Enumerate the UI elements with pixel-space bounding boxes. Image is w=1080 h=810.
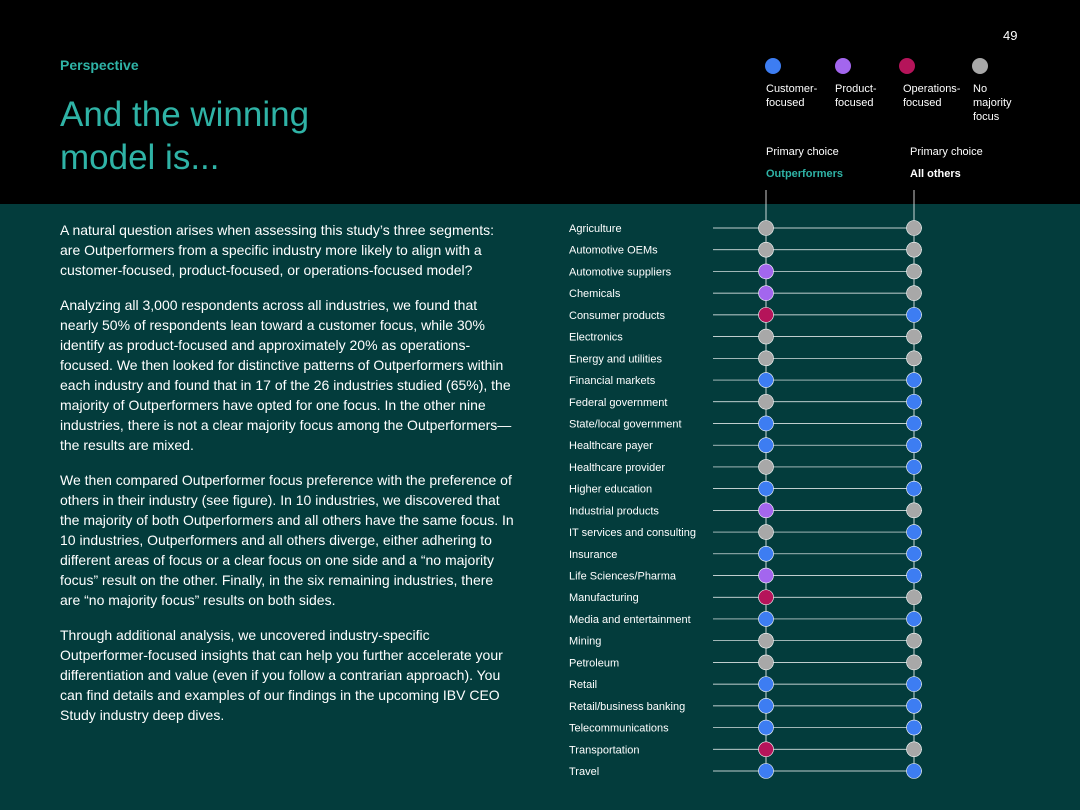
dot-outperformers-industrial-products <box>759 503 774 518</box>
dot-all-others-consumer-products <box>907 307 922 322</box>
row-label-retail-business-banking: Retail/business banking <box>569 700 686 713</box>
row-label-financial-markets: Financial markets <box>569 375 656 388</box>
dot-all-others-agriculture <box>907 221 922 236</box>
dot-outperformers-electronics <box>759 329 774 344</box>
dot-outperformers-energy-and-utilities <box>759 351 774 366</box>
dot-all-others-federal-government <box>907 394 922 409</box>
section-label: Perspective <box>60 57 139 73</box>
row-label-higher-education: Higher education <box>569 483 653 496</box>
dot-outperformers-manufacturing <box>759 590 774 605</box>
dot-all-others-financial-markets <box>907 373 922 388</box>
column-caption-outperformers: Primary choice <box>766 146 839 158</box>
row-label-travel: Travel <box>569 766 600 778</box>
row-label-agriculture: Agriculture <box>569 223 622 235</box>
legend-label-product: Product- focused <box>835 83 877 109</box>
row-label-electronics: Electronics <box>569 331 623 344</box>
row-label-federal-government: Federal government <box>569 396 668 409</box>
dot-all-others-retail <box>907 677 922 692</box>
column-heading-all-others: All others <box>910 168 961 180</box>
dot-outperformers-healthcare-provider <box>759 459 774 474</box>
dot-all-others-manufacturing <box>907 590 922 605</box>
dot-all-others-electronics <box>907 329 922 344</box>
column-heading-outperformers: Outperformers <box>766 168 844 180</box>
dot-outperformers-life-sciences-pharma <box>759 568 774 583</box>
row-label-healthcare-provider: Healthcare provider <box>569 461 665 474</box>
dot-outperformers-it-services-and-consulting <box>759 525 774 540</box>
dot-outperformers-agriculture <box>759 221 774 236</box>
dot-all-others-industrial-products <box>907 503 922 518</box>
dot-all-others-automotive-oems <box>907 242 922 257</box>
row-label-insurance: Insurance <box>569 548 618 561</box>
row-label-healthcare-payer: Healthcare payer <box>569 440 653 453</box>
legend-label-customer: Customer- focused <box>766 83 818 109</box>
row-label-automotive-suppliers: Automotive suppliers <box>569 266 672 279</box>
body-paragraph-4: Through additional analysis, we uncovered industry-specific Outperformer-focused insights that can help you further accelerate your differentiation and value (even if you follow a contrarian approach). You can find details and examples of our findings in the upcoming IBV CEO Study industry deep dives. <box>60 627 503 723</box>
dot-outperformers-federal-government <box>759 394 774 409</box>
dot-outperformers-consumer-products <box>759 307 774 322</box>
row-label-telecommunications: Telecommunications <box>569 722 669 735</box>
dot-outperformers-petroleum <box>759 655 774 670</box>
dot-all-others-chemicals <box>907 286 922 301</box>
dot-all-others-travel <box>907 764 922 779</box>
dot-all-others-life-sciences-pharma <box>907 568 922 583</box>
column-caption-all-others: Primary choice <box>910 146 983 158</box>
dot-outperformers-insurance <box>759 546 774 561</box>
dot-all-others-healthcare-provider <box>907 459 922 474</box>
row-label-chemicals: Chemicals <box>569 288 621 301</box>
row-label-mining: Mining <box>569 635 602 648</box>
dot-all-others-petroleum <box>907 655 922 670</box>
page-title: And the winning model is... <box>60 95 310 177</box>
body-paragraph-2: Analyzing all 3,000 respondents across all industries, we found that nearly 50% of respondents lean toward a customer focus, while 30% identify as product-focused and approximately 20% as operations-focused. We then looked for distinctive patterns of Outperformers within each industry and found that in 17 of the 26 industries studied (65%), the majority of Outperformers have opted for one focus. In the other nine industries, there is not a clear majority focus among the Outperformers—the results are mixed. <box>60 297 512 453</box>
dot-outperformers-transportation <box>759 742 774 757</box>
dot-outperformers-higher-education <box>759 481 774 496</box>
dot-all-others-insurance <box>907 546 922 561</box>
legend-label-operations: Operations- focused <box>903 83 961 109</box>
legend-label-none: No majority focus <box>973 83 1012 123</box>
dot-all-others-automotive-suppliers <box>907 264 922 279</box>
row-label-life-sciences-pharma: Life Sciences/Pharma <box>569 570 676 583</box>
dot-all-others-healthcare-payer <box>907 438 922 453</box>
body-paragraph-1: A natural question arises when assessing this study’s three segments: are Outperformers from a specific industry more likely to align with a customer-focused, product-focused, or operations-focused model? <box>60 222 494 278</box>
row-label-consumer-products: Consumer products <box>569 309 665 322</box>
dot-outperformers-mining <box>759 633 774 648</box>
dot-outperformers-financial-markets <box>759 373 774 388</box>
dot-all-others-media-and-entertainment <box>907 611 922 626</box>
row-label-transportation: Transportation <box>569 744 640 757</box>
dot-all-others-higher-education <box>907 481 922 496</box>
dot-outperformers-automotive-suppliers <box>759 264 774 279</box>
dot-all-others-transportation <box>907 742 922 757</box>
dot-outperformers-chemicals <box>759 286 774 301</box>
dot-all-others-it-services-and-consulting <box>907 525 922 540</box>
row-label-it-services-and-consulting: IT services and consulting <box>569 527 696 540</box>
row-label-retail: Retail <box>569 679 598 692</box>
row-label-media-and-entertainment: Media and entertainment <box>569 613 691 626</box>
dot-outperformers-media-and-entertainment <box>759 611 774 626</box>
dot-outperformers-healthcare-payer <box>759 438 774 453</box>
row-label-petroleum: Petroleum <box>569 657 620 670</box>
row-label-manufacturing: Manufacturing <box>569 592 639 605</box>
dot-outperformers-automotive-oems <box>759 242 774 257</box>
page-number: 49 <box>1003 28 1018 43</box>
dot-outperformers-travel <box>759 764 774 779</box>
dot-all-others-energy-and-utilities <box>907 351 922 366</box>
row-label-energy-and-utilities: Energy and utilities <box>569 353 662 366</box>
row-label-automotive-oems: Automotive OEMs <box>569 244 658 257</box>
dot-outperformers-retail <box>759 677 774 692</box>
dot-outperformers-telecommunications <box>759 720 774 735</box>
row-label-state-local-government: State/local government <box>569 418 682 431</box>
dot-all-others-telecommunications <box>907 720 922 735</box>
dot-outperformers-state-local-government <box>759 416 774 431</box>
row-label-industrial-products: Industrial products <box>569 505 659 518</box>
dot-outperformers-retail-business-banking <box>759 698 774 713</box>
dot-all-others-mining <box>907 633 922 648</box>
dot-all-others-state-local-government <box>907 416 922 431</box>
body-paragraph-3: We then compared Outperformer focus preference with the preference of others in their industry (see figure). In 10 industries, we discovered that the majority of both Outperformers and all others have the same focus. In 10 industries, Outperformers and all others diverge, either adhering to different areas of focus or a clear focus on one side and a “no majority focus” result on the other. Finally, in the six remaining industries, there are “no majority focus” results on both sides. <box>60 472 514 608</box>
dot-all-others-retail-business-banking <box>907 698 922 713</box>
